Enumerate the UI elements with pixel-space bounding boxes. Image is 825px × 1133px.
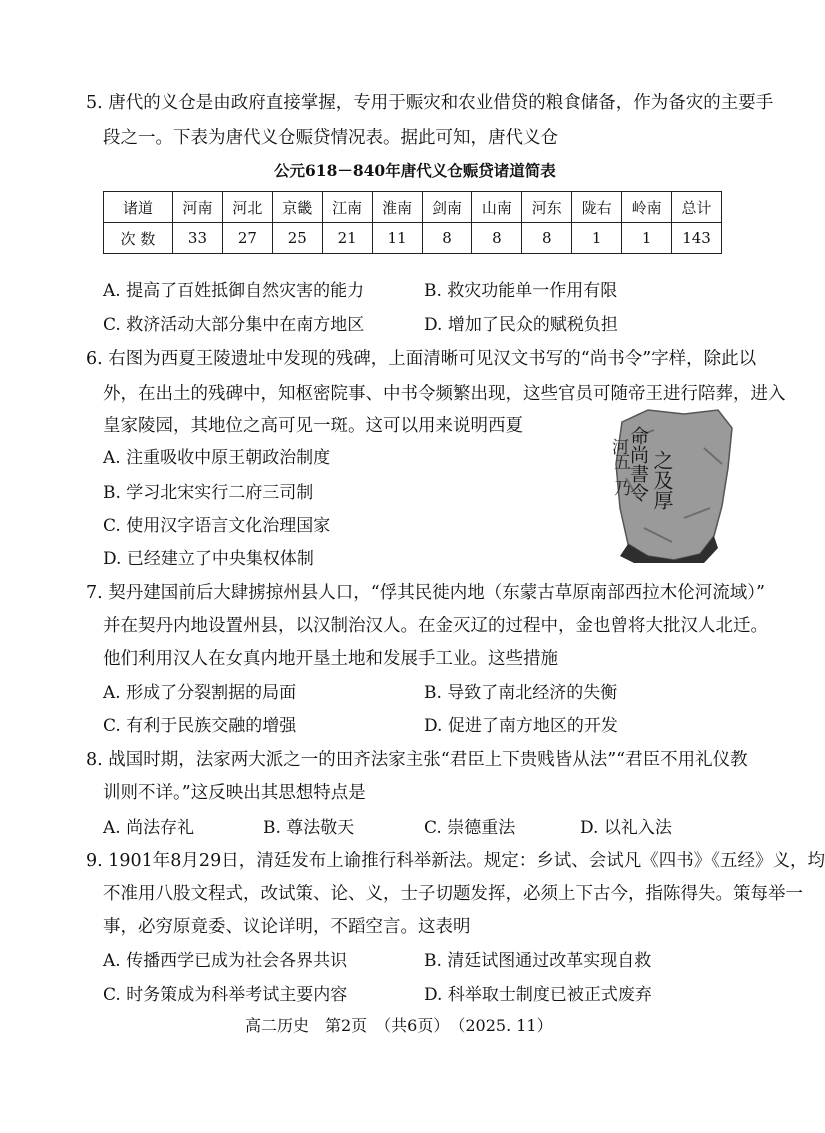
table-column-jiangnan: 江南 — [322, 192, 372, 223]
table-cell: 143 — [672, 223, 722, 254]
q9-option-d[interactable]: D. 科举取士制度已被正式废弃 — [424, 985, 652, 1005]
stele-fragment-image — [608, 408, 734, 563]
table-cell: 33 — [173, 223, 223, 254]
q7-stem-line-1: 7. 契丹建国前后大肆掳掠州县人口，“俘其民徙内地（东蒙古草原南部西拉木伦河流域）” — [86, 583, 765, 603]
stele-text-col-4: 五 — [614, 453, 631, 473]
table-column-lingnan: 岭南 — [622, 192, 672, 223]
q8-option-c[interactable]: C. 崇德重法 — [424, 818, 516, 838]
q8-option-d[interactable]: D. 以礼入法 — [580, 818, 672, 838]
stele-text-col-1: 之及厚 — [650, 450, 674, 510]
table-column-hebei: 河北 — [222, 192, 272, 223]
q5-table-title: 公元618－840年唐代义仓赈贷诸道简表 — [274, 161, 556, 180]
table-column-henan: 河南 — [173, 192, 223, 223]
q7-option-b[interactable]: B. 导致了南北经济的失衡 — [424, 683, 618, 703]
table-row — [104, 223, 722, 254]
table-cell: 8 — [422, 223, 472, 254]
table-column-longyou: 陇右 — [572, 192, 622, 223]
q5-stem-line-2: 段之一。下表为唐代义仓赈贷情况表。据此可知，唐代义仓 — [103, 128, 558, 148]
stele-text-col-5: 乃 — [614, 479, 631, 499]
q6-option-c[interactable]: C. 使用汉字语言文化治理国家 — [103, 516, 331, 536]
q5-option-b[interactable]: B. 救灾功能单一作用有限 — [424, 281, 618, 301]
table-row-header-label: 诸道 — [104, 192, 173, 223]
q5-option-d[interactable]: D. 增加了民众的赋税负担 — [424, 315, 618, 335]
q7-stem-line-3: 他们利用汉人在女真内地开垦土地和发展手工业。这些措施 — [103, 649, 558, 669]
q6-option-a[interactable]: A. 注重吸收中原王朝政治制度 — [103, 448, 331, 468]
q5-data-table — [103, 191, 722, 254]
q6-stem-line-2: 外，在出土的残碑中，知枢密院事、中书令频繁出现，这些官员可随帝王进行陪葬，进入 — [103, 384, 786, 404]
table-cell: 1 — [622, 223, 672, 254]
q6-stem-line-3: 皇家陵园，其地位之高可见一斑。这可以用来说明西夏 — [103, 416, 523, 436]
q7-option-a[interactable]: A. 形成了分裂割据的局面 — [103, 683, 297, 703]
stele-text-col-2: 命尚書令 — [627, 426, 649, 502]
table-row-count-label: 次 数 — [104, 223, 173, 254]
q5-stem-line-1: 5. 唐代的义仓是由政府直接掌握，专用于赈灾和农业借贷的粮食储备，作为备灾的主要手 — [86, 93, 774, 113]
table-column-shannan: 山南 — [472, 192, 522, 223]
q9-stem-line-3: 事，必穷原竟委、议论详明，不蹈空言。这表明 — [103, 917, 471, 937]
stele-photo — [608, 408, 734, 563]
table-column-hedong: 河东 — [522, 192, 572, 223]
page-footer: 高二历史 第2页 （共6页） （2025. 11） — [245, 1016, 553, 1035]
table-cell: 1 — [572, 223, 622, 254]
table-column-jingji: 京畿 — [272, 192, 322, 223]
q8-stem-line-1: 8. 战国时期，法家两大派之一的田齐法家主张“君臣上下贵贱皆从法”“君臣不用礼仪教 — [86, 750, 748, 770]
q9-stem-line-2: 不准用八股文程式，改试策、论、义，士子切题发挥，必须上下古今，指陈得失。策每举一 — [103, 884, 803, 904]
q7-option-c[interactable]: C. 有利于民族交融的增强 — [103, 716, 297, 736]
q5-option-a[interactable]: A. 提高了百姓抵御自然灾害的能力 — [103, 281, 365, 301]
q5-option-c[interactable]: C. 救济活动大部分集中在南方地区 — [103, 315, 365, 335]
table-cell: 21 — [322, 223, 372, 254]
q9-option-b[interactable]: B. 清廷试图通过改革实现自救 — [424, 951, 652, 971]
table-cell: 8 — [472, 223, 522, 254]
table-column-huainan: 淮南 — [372, 192, 422, 223]
table-cell: 27 — [222, 223, 272, 254]
q6-stem-line-1: 6. 右图为西夏王陵遗址中发现的残碑，上面清晰可见汉文书写的“尚书令”字样，除此以 — [86, 349, 757, 369]
table-cell: 25 — [272, 223, 322, 254]
q9-option-a[interactable]: A. 传播西学已成为社会各界共识 — [103, 951, 348, 971]
q7-stem-line-2: 并在契丹内地设置州县，以汉制治汉人。在金灭辽的过程中，金也曾将大批汉人北迁。 — [103, 616, 768, 636]
q9-stem-line-1: 9. 1901年8月29日，清廷发布上谕推行科举新法。规定：乡试、会试凡《四书》《五经》义，均 — [86, 851, 825, 871]
q8-option-a[interactable]: A. 尚法存礼 — [103, 818, 195, 838]
q8-stem-line-2: 训则不详。”这反映出其思想特点是 — [103, 783, 366, 803]
q8-option-b[interactable]: B. 尊法敬天 — [263, 818, 355, 838]
table-column-total: 总计 — [672, 192, 722, 223]
stele-text-col-3: 河 — [608, 438, 628, 455]
table-column-jiannan: 剑南 — [422, 192, 472, 223]
table-header-row — [104, 192, 722, 223]
table-cell: 11 — [372, 223, 422, 254]
q7-option-d[interactable]: D. 促进了南方地区的开发 — [424, 716, 618, 736]
table-cell: 8 — [522, 223, 572, 254]
q6-option-b[interactable]: B. 学习北宋实行二府三司制 — [103, 483, 314, 503]
q6-option-d[interactable]: D. 已经建立了中央集权体制 — [103, 549, 314, 569]
q9-option-c[interactable]: C. 时务策成为科举考试主要内容 — [103, 985, 348, 1005]
